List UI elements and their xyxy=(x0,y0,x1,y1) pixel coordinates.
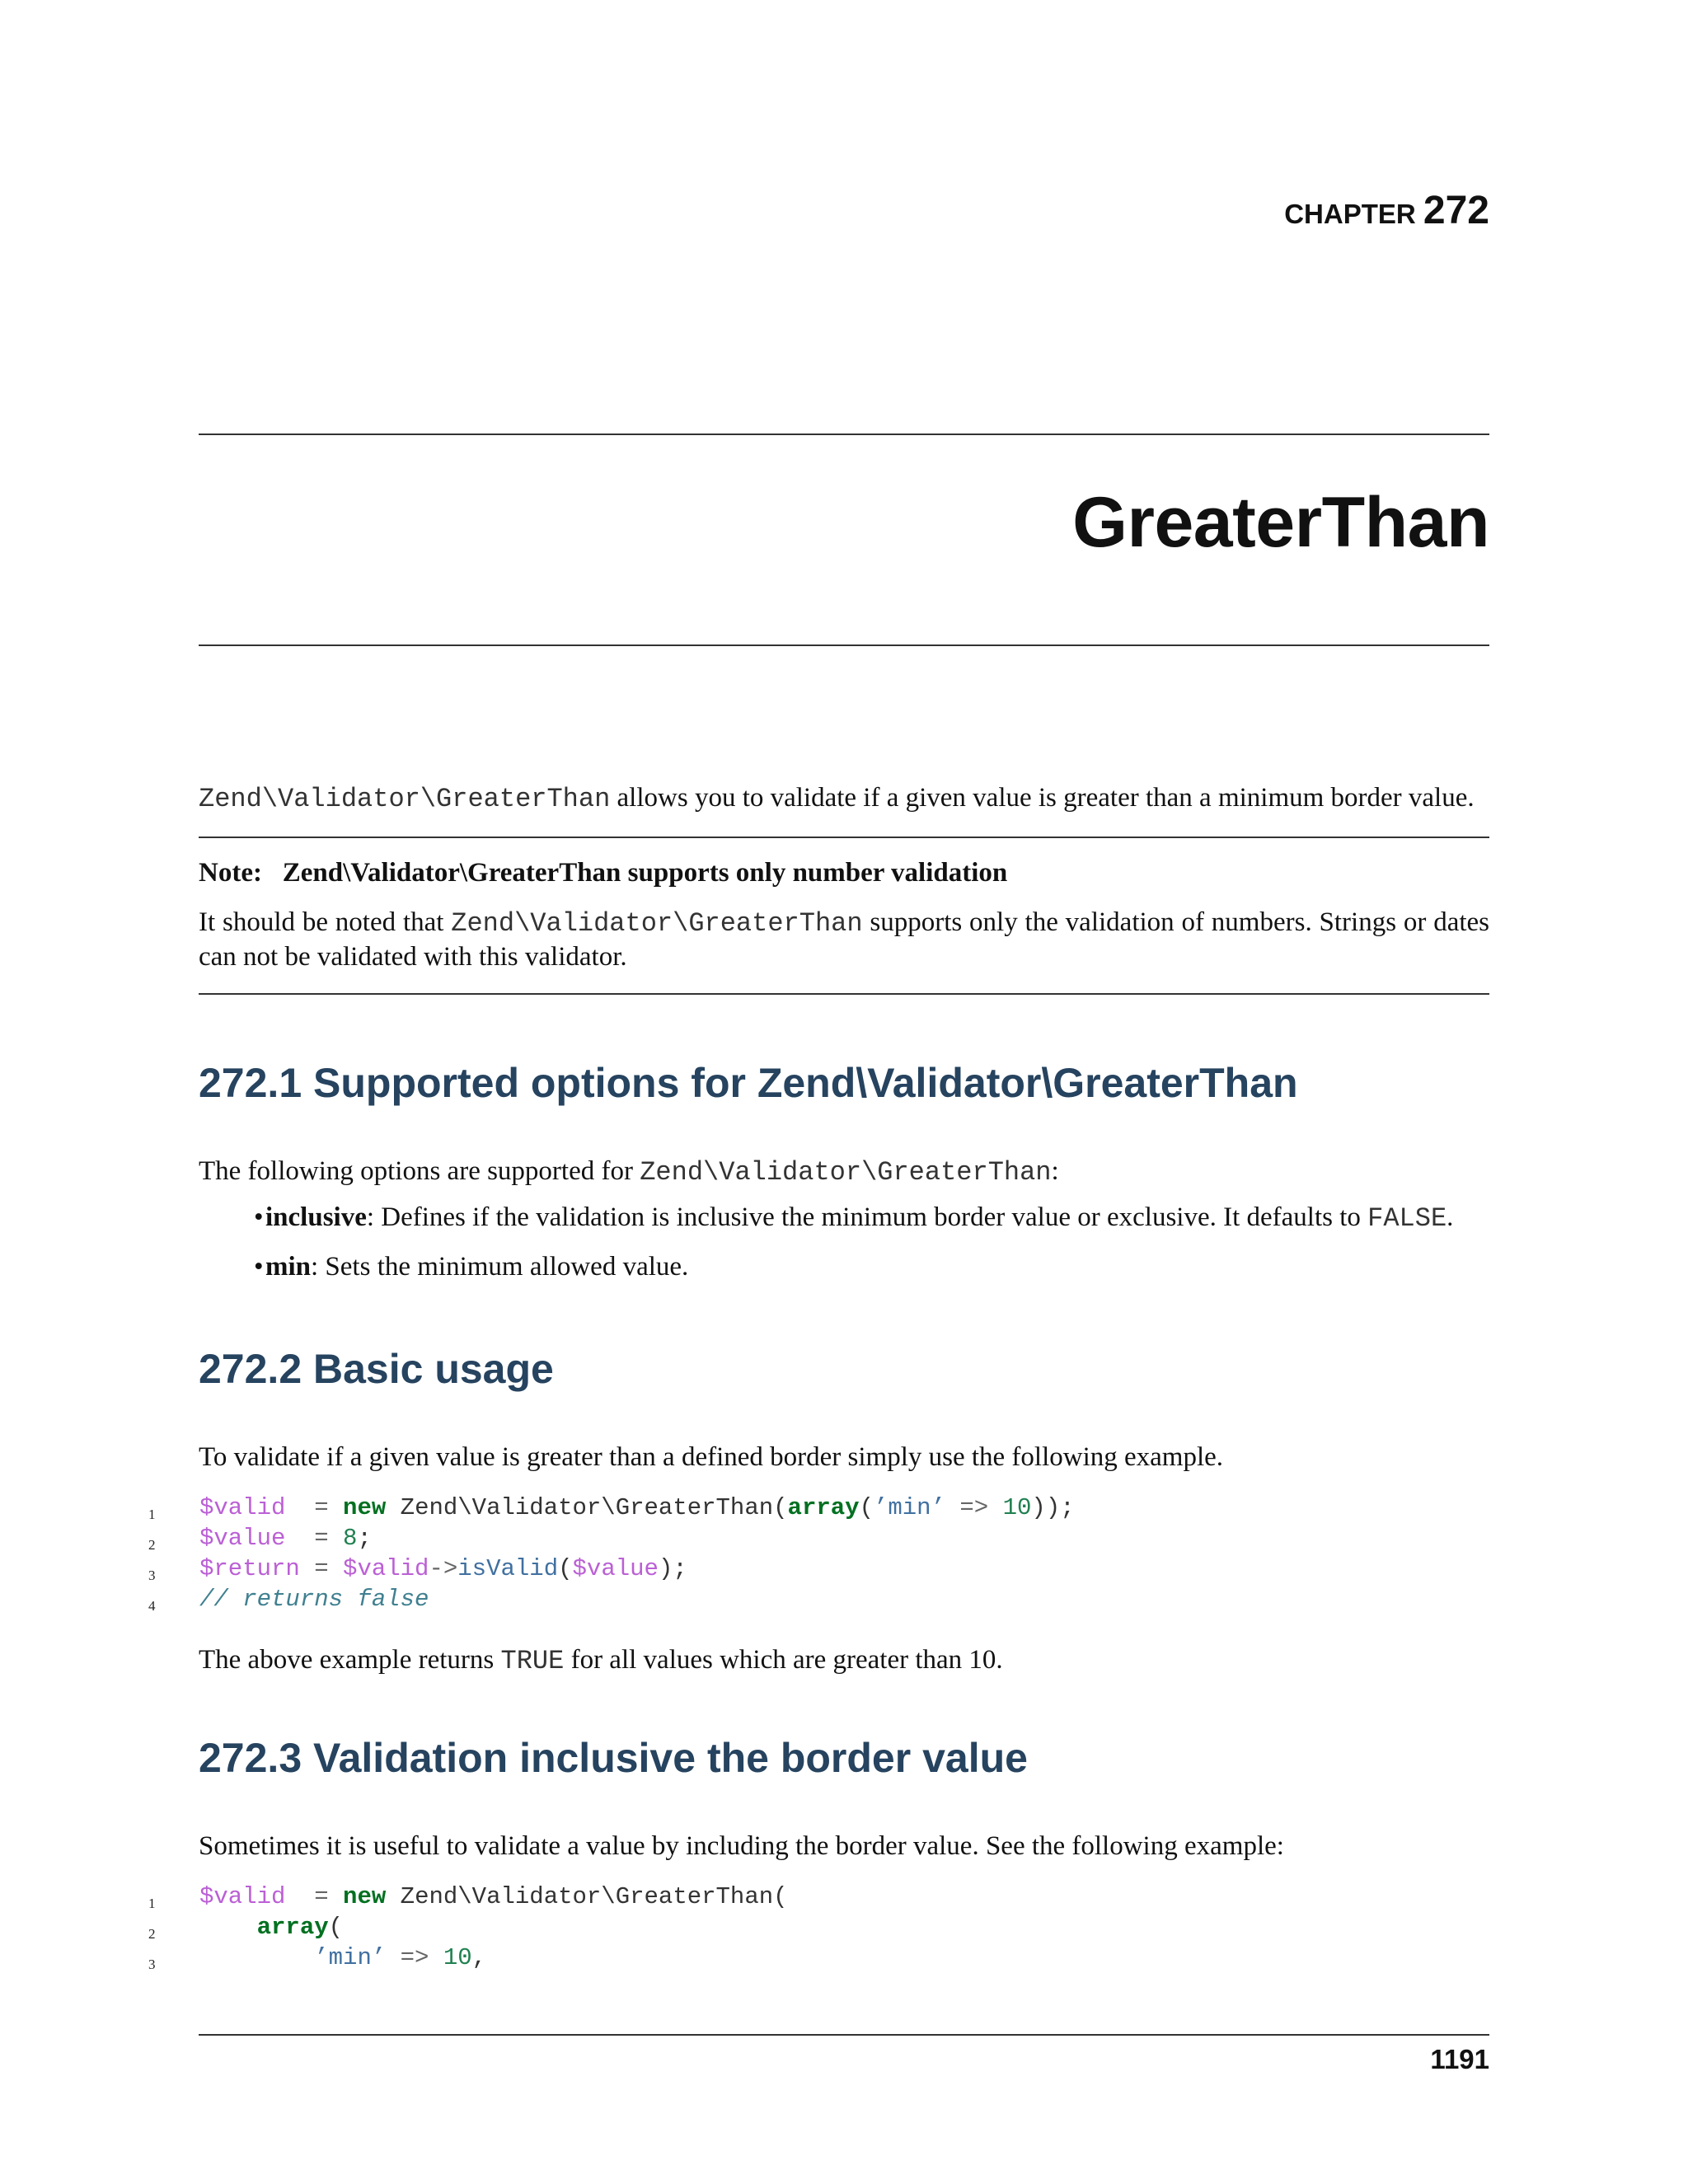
section1-lead xyxy=(199,1155,1489,1189)
section2-after-post: for all values which are greater than 10. xyxy=(564,1645,1003,1675)
intro-code: Zend\Validator\GreaterThan xyxy=(199,784,611,814)
line-number: 3 xyxy=(148,1568,156,1583)
section2-after-pre: The above example returns xyxy=(199,1645,501,1675)
code-token: $valid xyxy=(199,1883,286,1910)
code-token: => xyxy=(386,1944,443,1971)
intro-paragraph xyxy=(199,781,1489,816)
page-number: 1191 xyxy=(1430,2044,1489,2074)
bullet-icon: • xyxy=(254,1202,264,1232)
code-token: = xyxy=(285,1494,344,1521)
code-text xyxy=(199,1585,429,1615)
code-token: array xyxy=(787,1494,860,1521)
section1-lead-post: : xyxy=(1051,1156,1059,1186)
code-token: Zend\Validator\GreaterThan( xyxy=(386,1883,788,1910)
section3-lead: Sometimes it is useful to validate a value by including the border value. See the following example: xyxy=(199,1831,1284,1861)
note-body xyxy=(199,906,1489,973)
option-text: : Defines if the validation is inclusive the minimum border value or exclusive. It defaults to xyxy=(366,1202,1368,1232)
chapter-title: GreaterThan xyxy=(1072,483,1489,562)
line-number: 2 xyxy=(148,1926,156,1942)
note-body-code: Zend\Validator\GreaterThan xyxy=(451,908,863,939)
bullet-icon: • xyxy=(254,1252,264,1282)
code-token: ; xyxy=(357,1525,372,1552)
option-term: min xyxy=(265,1252,312,1282)
section-heading-1: 272.1 Supported options for Zend\Validator\GreaterThan xyxy=(199,1060,1298,1106)
line-number: 1 xyxy=(148,1507,156,1522)
code-text xyxy=(199,1554,687,1584)
code-token: ); xyxy=(658,1555,687,1582)
code-block-1 xyxy=(148,1493,1500,1617)
code-token: ’min’ xyxy=(873,1494,945,1521)
note-label: Note: xyxy=(199,858,262,888)
code-token xyxy=(199,1944,314,1971)
code-text xyxy=(199,1882,788,1912)
line-number: 2 xyxy=(148,1537,156,1553)
code-text xyxy=(199,1524,372,1554)
option-code: FALSE xyxy=(1367,1203,1447,1234)
note-box xyxy=(199,837,1489,995)
line-number: 3 xyxy=(148,1957,156,1972)
code-text xyxy=(199,1913,343,1943)
code-token: $value xyxy=(572,1555,659,1582)
title-rule-top xyxy=(199,434,1489,435)
note-title xyxy=(199,858,1007,888)
code-text xyxy=(199,1493,1075,1523)
code-token: = xyxy=(285,1525,344,1552)
code-token: = xyxy=(299,1555,344,1582)
code-token: $return xyxy=(199,1555,300,1582)
code-token xyxy=(199,1914,257,1941)
list-item xyxy=(254,1252,689,1282)
chapter-word: CHAPTER xyxy=(1284,199,1416,229)
code-token: ( xyxy=(859,1494,874,1521)
code-token: ( xyxy=(328,1914,344,1941)
code-token: // returns false xyxy=(199,1586,429,1613)
note-body-post: supports only the validation of numbers. Strings or dates can not be validated with this validator. xyxy=(199,907,1489,972)
chapter-number: 272 xyxy=(1423,189,1489,232)
code-token: Zend\Validator\GreaterThan( xyxy=(386,1494,788,1521)
code-token: = xyxy=(285,1883,344,1910)
code-token: $valid xyxy=(343,1555,429,1582)
code-token: array xyxy=(256,1914,329,1941)
code-token: new xyxy=(343,1883,387,1910)
code-token: ( xyxy=(558,1555,573,1582)
code-token: isValid xyxy=(457,1555,559,1582)
section2-after-code: TRUE xyxy=(500,1646,565,1676)
code-token: 10 xyxy=(443,1944,472,1971)
code-block-2 xyxy=(148,1882,1500,1975)
code-token: )); xyxy=(1031,1494,1075,1521)
intro-text: allows you to validate if a given value is greater than a minimum border value. xyxy=(610,783,1475,813)
title-rule-bottom xyxy=(199,644,1489,646)
section1-lead-pre: The following options are supported for xyxy=(199,1156,640,1186)
section2-after xyxy=(199,1643,1489,1678)
code-token: -> xyxy=(429,1555,458,1582)
option-term: inclusive xyxy=(265,1202,367,1232)
code-token: $value xyxy=(199,1525,286,1552)
code-token: 10 xyxy=(1002,1494,1032,1521)
code-token: => xyxy=(945,1494,1003,1521)
code-token: ’min’ xyxy=(314,1944,387,1971)
note-body-pre: It should be noted that xyxy=(199,907,452,937)
footer-rule xyxy=(199,2034,1489,2036)
code-text xyxy=(199,1943,486,1973)
section2-lead: To validate if a given value is greater than a defined border simply use the following example. xyxy=(199,1442,1224,1472)
code-token: 8 xyxy=(343,1525,358,1552)
note-heading: Zend\Validator\GreaterThan supports only number validation xyxy=(282,858,1008,888)
line-number: 1 xyxy=(148,1896,156,1911)
option-tail: . xyxy=(1447,1202,1454,1232)
code-token: new xyxy=(343,1494,387,1521)
code-token: , xyxy=(471,1944,487,1971)
code-token: $valid xyxy=(199,1494,286,1521)
line-number: 4 xyxy=(148,1598,156,1614)
list-item xyxy=(254,1202,1454,1234)
chapter-label xyxy=(1284,188,1489,233)
option-text: : Sets the minimum allowed value. xyxy=(311,1252,689,1282)
section-heading-2: 272.2 Basic usage xyxy=(199,1346,554,1392)
section-heading-3: 272.3 Validation inclusive the border value xyxy=(199,1735,1028,1781)
section1-lead-code: Zend\Validator\GreaterThan xyxy=(640,1157,1052,1188)
